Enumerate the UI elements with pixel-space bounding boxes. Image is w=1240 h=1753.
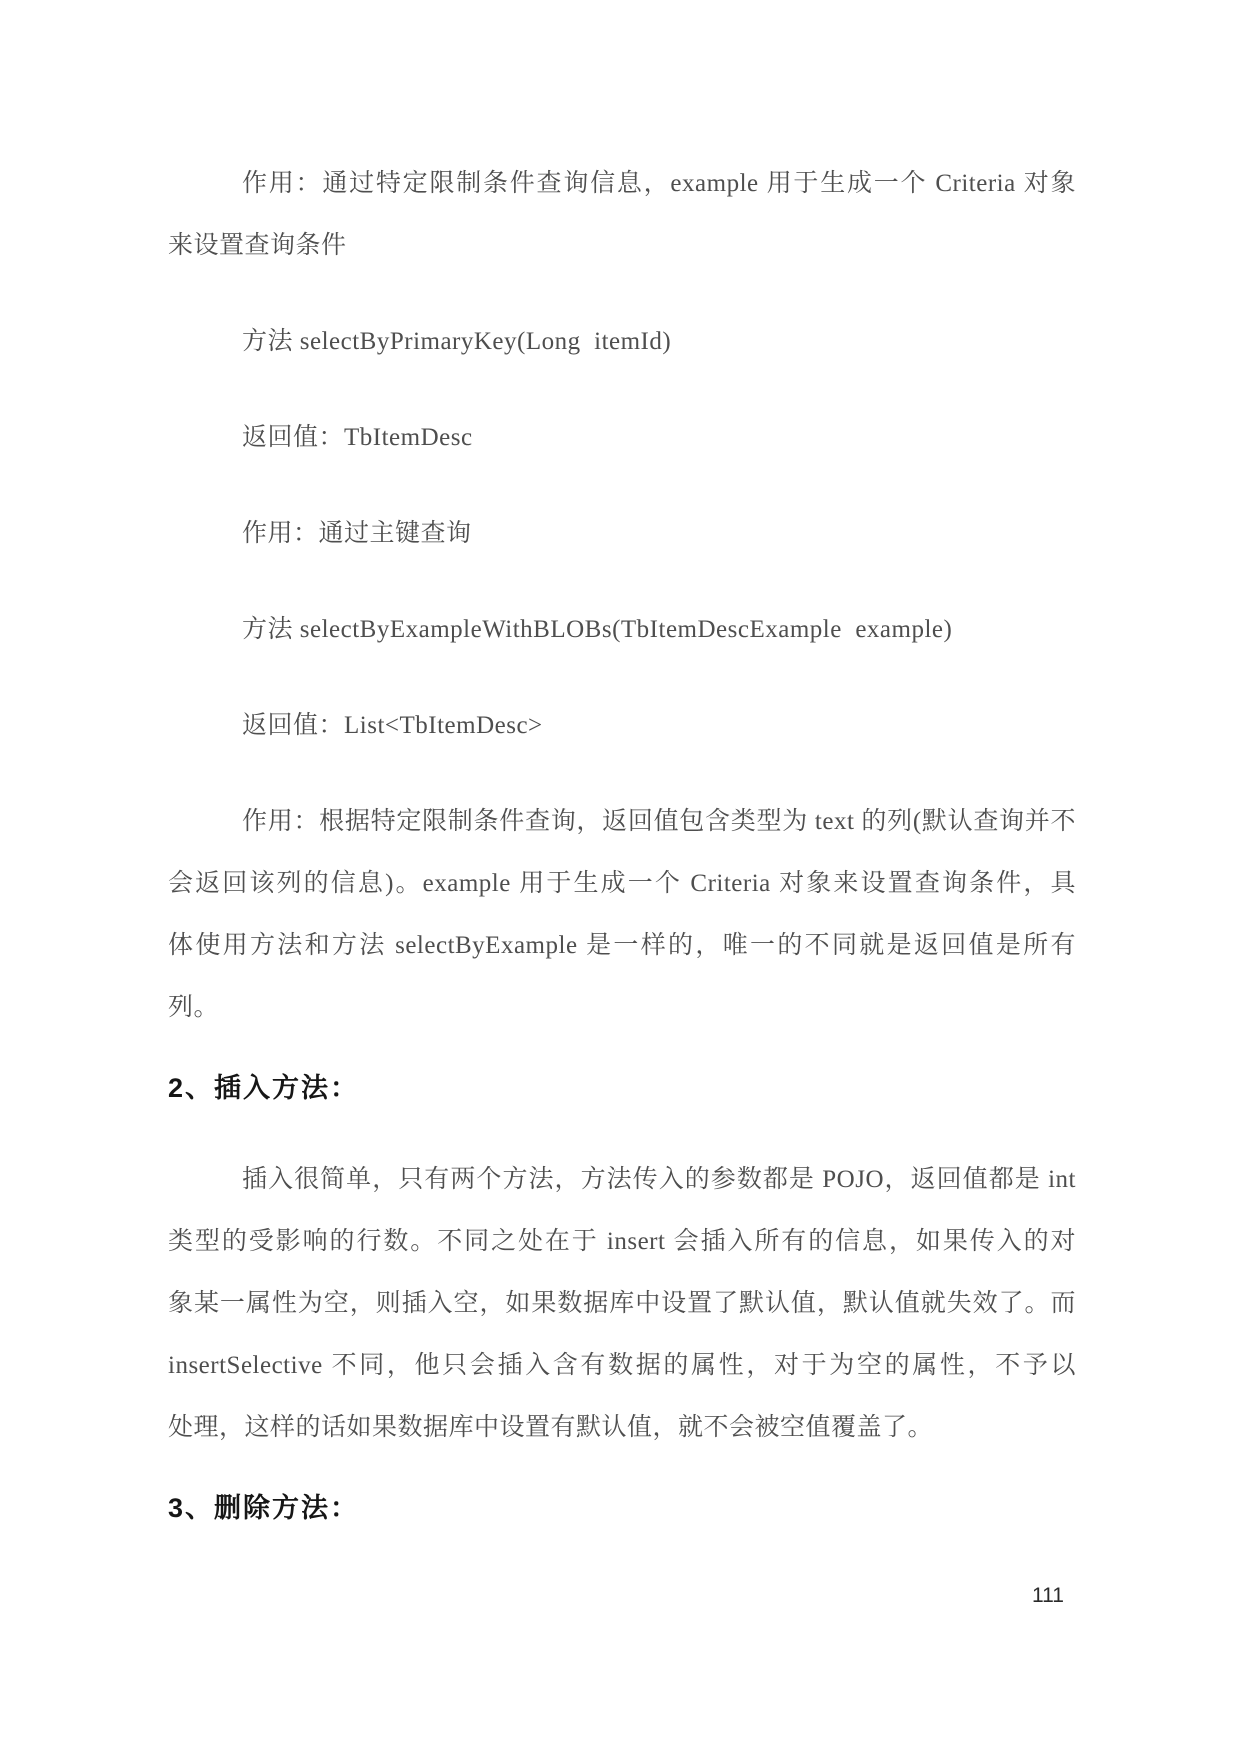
paragraph-line: 象某一属性为空，则插入空，如果数据库中设置了默认值，默认值就失效了。而 bbox=[168, 1290, 1076, 1317]
paragraph bbox=[168, 695, 1076, 757]
paragraph bbox=[168, 311, 1076, 373]
heading-text: 2、插入方法： bbox=[168, 1073, 360, 1103]
page-number: 111 bbox=[1032, 1584, 1064, 1607]
paragraph-line: 返回值：List<TbItemDesc> bbox=[242, 712, 543, 739]
section-heading bbox=[168, 1477, 1076, 1539]
paragraph-line: 插入很简单，只有两个方法，方法传入的参数都是 POJO，返回值都是 int bbox=[242, 1166, 1076, 1193]
paragraph-line: 类型的受影响的行数。不同之处在于 insert 会插入所有的信息，如果传入的对 bbox=[168, 1228, 1076, 1255]
paragraph-line: 作用：通过主键查询 bbox=[242, 520, 472, 547]
paragraph-line: 列。 bbox=[168, 994, 220, 1021]
paragraph-line: 方法 selectByExampleWithBLOBs(TbItemDescExample example) bbox=[242, 616, 953, 643]
paragraph-line: 方法 selectByPrimaryKey(Long itemId) bbox=[242, 328, 672, 355]
paragraph bbox=[168, 599, 1076, 661]
paragraph-line: 作用：根据特定限制条件查询，返回值包含类型为 text 的列(默认查询并不 bbox=[242, 808, 1076, 835]
section-heading bbox=[168, 1057, 1076, 1119]
paragraph-line: 返回值：TbItemDesc bbox=[242, 424, 473, 451]
document-content bbox=[168, 153, 1076, 1569]
paragraph-line: insertSelective 不同，他只会插入含有数据的属性，对于为空的属性，不予以 bbox=[168, 1352, 1076, 1379]
paragraph-line: 作用：通过特定限制条件查询信息，example 用于生成一个 Criteria 对象 bbox=[242, 170, 1076, 197]
paragraph-line: 会返回该列的信息)。example 用于生成一个 Criteria 对象来设置查询条件，具 bbox=[168, 870, 1076, 897]
paragraph bbox=[168, 407, 1076, 469]
paragraph-line: 来设置查询条件 bbox=[168, 232, 347, 259]
paragraph-line: 处理，这样的话如果数据库中设置有默认值，就不会被空值覆盖了。 bbox=[168, 1414, 934, 1441]
paragraph bbox=[168, 153, 1076, 277]
paragraph bbox=[168, 503, 1076, 565]
heading-text: 3、删除方法： bbox=[168, 1493, 360, 1523]
paragraph bbox=[168, 791, 1076, 1039]
paragraph-line: 体使用方法和方法 selectByExample 是一样的，唯一的不同就是返回值是所有 bbox=[168, 932, 1076, 959]
paragraph bbox=[168, 1149, 1076, 1459]
